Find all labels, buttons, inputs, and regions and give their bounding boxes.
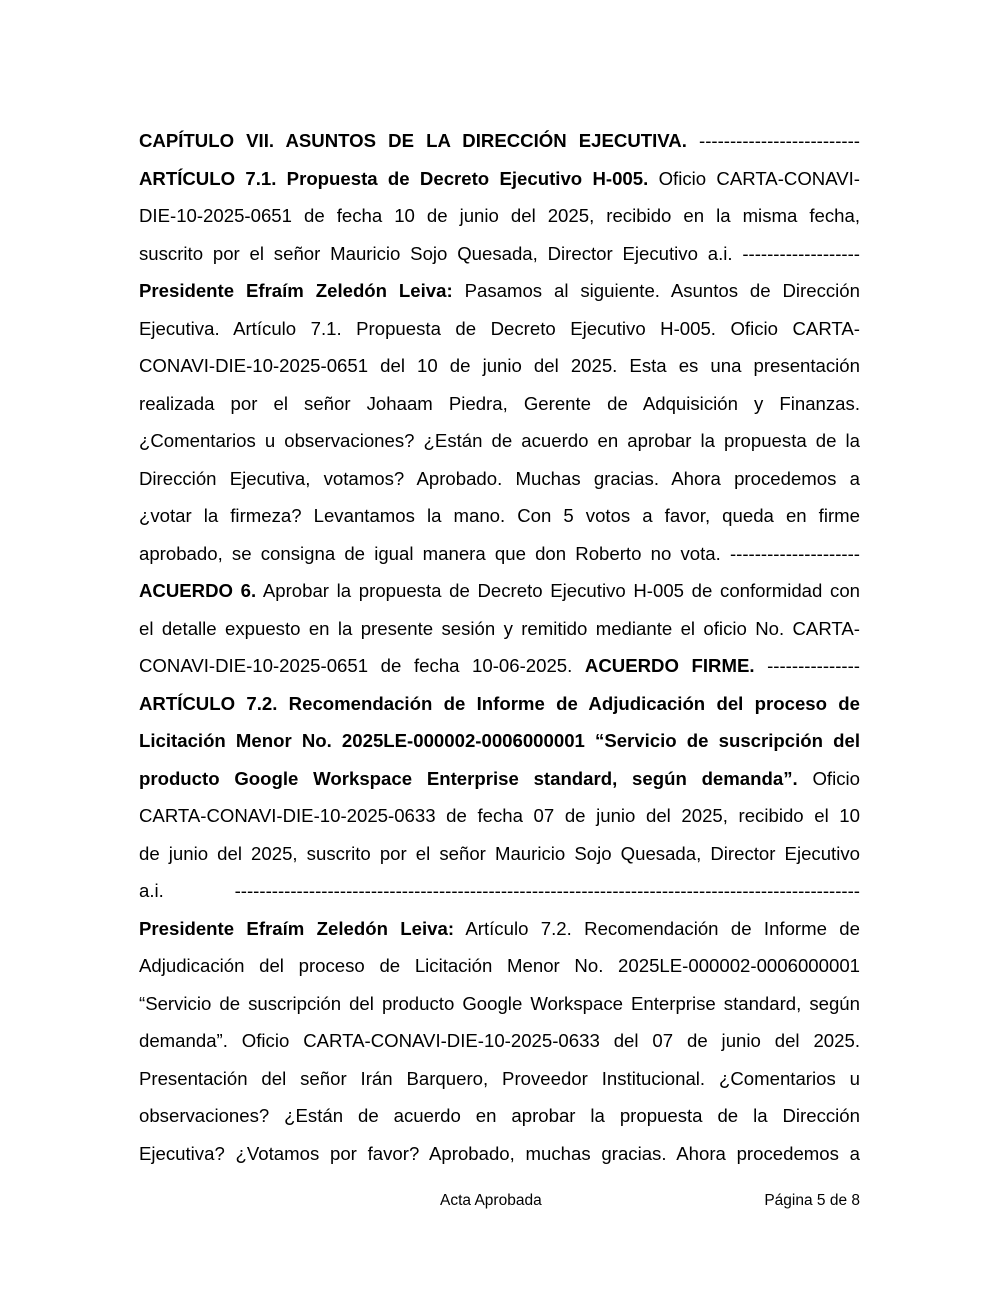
text-line (139, 1135, 860, 1173)
bold-text-run: ARTÍCULO 7.2. Recomendación de Informe de Adjudicación del proceso de (139, 692, 860, 714)
text-line (139, 722, 860, 760)
bold-text-run: CAPÍTULO VII. ASUNTOS DE LA DIRECCIÓN EJECUTIVA. (139, 130, 699, 151)
text-run: Ejecutiva. Artículo 7.1. Propuesta de Decreto Ejecutivo H-005. Oficio CARTA- (139, 317, 860, 339)
text-line (139, 1060, 860, 1098)
document-body (139, 122, 860, 1172)
text-run: observaciones? ¿Están de acuerdo en aprobar la propuesta de la Dirección (139, 1105, 860, 1126)
text-run: DIE-10-2025-0651 de fecha 10 de junio del 2025, recibido en la misma fecha, (139, 205, 860, 226)
text-run: --------------- (754, 655, 860, 676)
text-run: Pasamos al siguiente. Asuntos de Dirección (452, 280, 860, 301)
bold-text-run: ACUERDO FIRME. (584, 655, 755, 676)
text-line (139, 572, 860, 610)
text-line (139, 1097, 860, 1135)
bold-text-run: Licitación Menor No. 2025LE-000002-0006000001 “Servicio de suscripción del (139, 730, 860, 751)
text-line (139, 1022, 860, 1060)
text-run: demanda”. Oficio CARTA-CONAVI-DIE-10-2025-0633 del 07 de junio del 2025. (139, 1030, 860, 1051)
text-run: CONAVI-DIE-10-2025-0651 de fecha 10-06-2025. (139, 655, 585, 676)
text-line (139, 835, 860, 873)
bold-text-run: ACUERDO 6. (139, 580, 257, 601)
bold-text-run: producto Google Workspace Enterprise standard, según demanda”. (139, 767, 798, 789)
text-run: Oficio (797, 767, 860, 789)
text-run: aprobado, se consigna de igual manera que don Roberto no vota. --------------------- (139, 542, 860, 564)
text-line (139, 797, 860, 835)
text-line (139, 122, 860, 160)
text-run: ¿Comentarios u observaciones? ¿Están de acuerdo en aprobar la propuesta de la (139, 430, 860, 451)
text-run: Dirección Ejecutiva, votamos? Aprobado. Muchas gracias. Ahora procedemos a (139, 467, 860, 489)
page-footer (0, 1192, 1000, 1214)
bold-text-run: Presidente Efraím Zeledón Leiva: (139, 917, 455, 939)
text-line (139, 310, 860, 348)
text-line (139, 985, 860, 1023)
text-line (139, 872, 860, 910)
footer-document-status: Acta Aprobada (440, 1192, 542, 1209)
text-run: el detalle expuesto en la presente sesión y remitido mediante el oficio No. CARTA- (139, 617, 860, 639)
text-run: CARTA-CONAVI-DIE-10-2025-0633 de fecha 07 de junio del 2025, recibido el 10 (139, 805, 860, 826)
footer-page-number: Página 5 de 8 (764, 1192, 860, 1209)
text-run: Artículo 7.2. Recomendación de Informe de (454, 917, 860, 939)
text-line (139, 647, 860, 685)
text-run: realizada por el señor Johaam Piedra, Gerente de Adquisición y Finanzas. (139, 392, 860, 414)
text-line (139, 385, 860, 423)
text-line (139, 947, 860, 985)
text-run: de junio del 2025, suscrito por el señor Mauricio Sojo Quesada, Director Ejecutivo (139, 842, 860, 864)
text-line (139, 272, 860, 310)
text-line (139, 910, 860, 948)
text-line (139, 422, 860, 460)
text-line (139, 197, 860, 235)
text-run: CONAVI-DIE-10-2025-0651 del 10 de junio del 2025. Esta es una presentación (139, 355, 860, 376)
text-run: -------------------------- (699, 130, 860, 151)
text-line (139, 685, 860, 723)
text-run: Ejecutiva? ¿Votamos por favor? Aprobado, muchas gracias. Ahora procedemos a (139, 1142, 860, 1164)
text-line (139, 160, 860, 198)
text-line (139, 497, 860, 535)
text-run: Oficio CARTA-CONAVI- (648, 167, 860, 189)
text-run: “Servicio de suscripción del producto Google Workspace Enterprise standard, según (139, 992, 860, 1014)
text-run: suscrito por el señor Mauricio Sojo Quesada, Director Ejecutivo a.i. ------------------- (139, 242, 860, 264)
text-run: Adjudicación del proceso de Licitación Menor No. 2025LE-000002-0006000001 (139, 955, 860, 976)
bold-text-run: ARTÍCULO 7.1. Propuesta de Decreto Ejecutivo H-005. (139, 167, 649, 189)
text-run: ¿votar la firmeza? Levantamos la mano. Con 5 votos a favor, queda en firme (139, 505, 860, 526)
text-run: a.i. ----------------------------------------------------------------------------------------------------- (139, 880, 860, 901)
text-line (139, 347, 860, 385)
text-line (139, 235, 860, 273)
text-line (139, 535, 860, 573)
text-line (139, 610, 860, 648)
text-run: Aprobar la propuesta de Decreto Ejecutivo H-005 de conformidad con (256, 580, 860, 601)
text-run: Presentación del señor Irán Barquero, Proveedor Institucional. ¿Comentarios u (139, 1067, 860, 1089)
text-line (139, 460, 860, 498)
bold-text-run: Presidente Efraím Zeledón Leiva: (139, 280, 453, 301)
text-line (139, 760, 860, 798)
